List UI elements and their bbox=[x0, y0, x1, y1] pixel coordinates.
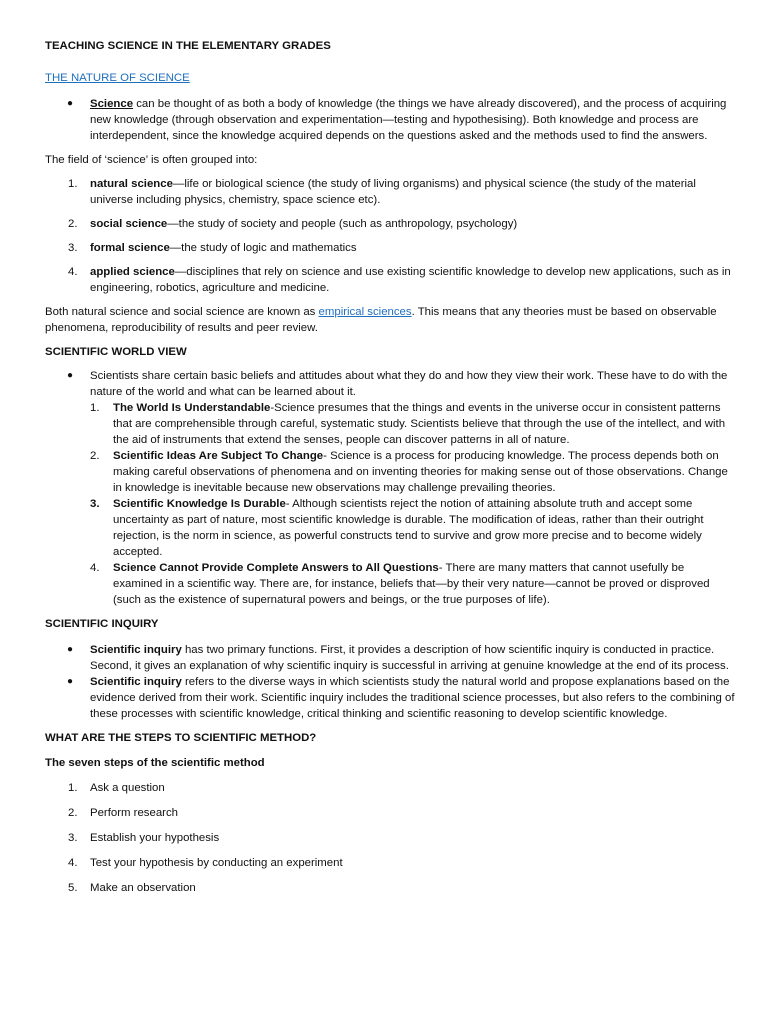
step-text: Test your hypothesis by conducting an experiment bbox=[90, 857, 343, 869]
list-item bbox=[45, 496, 735, 560]
belief-term: Scientific Knowledge Is Durable bbox=[113, 498, 286, 510]
belief-description: - Although scientists reject the notion of attaining absolute truth and accept some uncertainty as part of nature, most scientific knowledge is durable. The modification of ideas, rather than their outright rejection, is the norm in science, as powerful constructs tend to survive and grow more precise and to become widely accepted. bbox=[113, 498, 704, 558]
steps-subheading: The seven steps of the scientific method bbox=[45, 757, 265, 769]
inquiry-term: Scientific inquiry bbox=[90, 644, 182, 656]
science-term: Science bbox=[90, 98, 134, 110]
inquiry-text: refers to the diverse ways in which scientists study the natural world and propose explanations based on the evidence derived from their work. Scientific inquiry includes the traditional science processes, but also refers to the combining of these processes with scientific knowledge, critical thinking and scientific reasoning to develop scientific knowledge. bbox=[90, 676, 735, 720]
belief-term: Science Cannot Provide Complete Answers to All Questions bbox=[113, 562, 439, 574]
list-item bbox=[45, 264, 735, 296]
empirical-text-pre: Both natural science and social science are known as bbox=[45, 306, 319, 318]
belief-term: Scientific Ideas Are Subject To Change bbox=[113, 450, 324, 462]
list-item bbox=[45, 830, 735, 846]
step-text: Establish your hypothesis bbox=[90, 832, 220, 844]
list-item bbox=[45, 855, 735, 871]
field-term: formal science bbox=[90, 242, 170, 254]
field-description: —the study of logic and mathematics bbox=[169, 242, 357, 254]
inquiry-text: has two primary functions. First, it provides a description of how scientific inquiry is conducted in practice. Second, it gives an explanation of why scientific inquiry is successful in arriving at genuine knowledge at the end of its process. bbox=[90, 644, 729, 672]
list-item bbox=[45, 176, 735, 208]
list-item bbox=[45, 240, 735, 256]
fields-intro: The field of ‘science’ is often grouped into: bbox=[45, 154, 258, 166]
empirical-sciences-link[interactable]: empirical sciences bbox=[318, 306, 412, 318]
list-number: 1. bbox=[68, 178, 78, 190]
document-title: TEACHING SCIENCE IN THE ELEMENTARY GRADES bbox=[45, 40, 331, 52]
document-page bbox=[45, 38, 735, 896]
field-term: applied science bbox=[90, 266, 175, 278]
list-number: 2. bbox=[68, 218, 78, 230]
list-number: 4. bbox=[90, 562, 100, 574]
list-number: 2. bbox=[90, 450, 100, 462]
list-item bbox=[45, 96, 735, 144]
list-number: 2. bbox=[68, 807, 78, 819]
bullet-icon: ● bbox=[67, 98, 74, 109]
list-number: 3. bbox=[68, 832, 78, 844]
list-number: 4. bbox=[68, 266, 78, 278]
list-number: 3. bbox=[90, 498, 100, 510]
bullet-icon: ● bbox=[67, 370, 74, 381]
scientific-inquiry-heading: SCIENTIFIC INQUIRY bbox=[45, 618, 159, 630]
list-number: 4. bbox=[68, 857, 78, 869]
inquiry-term: Scientific inquiry bbox=[90, 676, 182, 688]
steps-heading: WHAT ARE THE STEPS TO SCIENTIFIC METHOD? bbox=[45, 732, 317, 744]
science-definition: can be thought of as both a body of knowledge (the things we have already discovered), and the process of acquiring new knowledge (through observation and experimentation—testing and hypothesising). Both knowledge and process are interdependent, since the knowledge acquired depends on the questions asked and the methods used to find the answers. bbox=[90, 98, 727, 142]
list-item bbox=[45, 216, 735, 232]
step-text: Make an observation bbox=[90, 882, 196, 894]
field-description: —the study of society and people (such as anthropology, psychology) bbox=[167, 218, 518, 230]
list-number: 1. bbox=[90, 402, 100, 414]
step-text: Perform research bbox=[90, 807, 178, 819]
nature-of-science-heading[interactable] bbox=[45, 70, 735, 86]
field-description: —life or biological science (the study of living organisms) and physical science (the study of the material universe including physics, chemistry, space science etc). bbox=[90, 178, 696, 206]
field-term: social science bbox=[90, 218, 168, 230]
world-view-heading: SCIENTIFIC WORLD VIEW bbox=[45, 346, 187, 358]
belief-description: - Science is a process for producing knowledge. The process depends both on making careful observations of phenomena and on inventing theories for making sense out of those observations. Change in knowledge is inevitable because new observations may challenge prevailing theories. bbox=[113, 450, 728, 494]
list-number: 1. bbox=[68, 782, 78, 794]
field-term: natural science bbox=[90, 178, 173, 190]
belief-description: - There are many matters that cannot usefully be examined in a scientific way. There are, for instance, beliefs that—by their very nature—cannot be proved or disproved (such as the existence of supernatural powers and beings, or the true purposes of life). bbox=[113, 562, 710, 606]
list-item bbox=[45, 368, 735, 400]
bullet-icon: ● bbox=[67, 676, 74, 687]
belief-description: -Science presumes that the things and events in the universe occur in consistent patterns that are comprehensible through careful, systematic study. Scientists believe that through the use of the intellect, and with the aid of instruments that extend the senses, people can discover patterns in all of nature. bbox=[113, 402, 726, 446]
list-item bbox=[45, 560, 735, 608]
world-view-text: Scientists share certain basic beliefs and attitudes about what they do and how they view their work. These have to do with the nature of the world and what can be learned about it. bbox=[90, 370, 728, 398]
list-number: 3. bbox=[68, 242, 78, 254]
list-item bbox=[45, 780, 735, 796]
list-item bbox=[45, 400, 735, 448]
empirical-paragraph bbox=[45, 304, 735, 336]
nature-of-science-link[interactable]: THE NATURE OF SCIENCE bbox=[45, 72, 190, 84]
field-description: —disciplines that rely on science and use existing scientific knowledge to develop new applications, such as in engineering, robotics, agriculture and medicine. bbox=[90, 266, 731, 294]
list-item bbox=[45, 448, 735, 496]
list-item bbox=[45, 642, 735, 674]
empirical-text-post: . This means that any theories must be based on observable phenomena, reproducibility of results and peer review. bbox=[45, 306, 717, 334]
bullet-icon: ● bbox=[67, 644, 74, 655]
list-item bbox=[45, 880, 735, 896]
list-item bbox=[45, 805, 735, 821]
step-text: Ask a question bbox=[90, 782, 165, 794]
list-item bbox=[45, 674, 735, 722]
list-number: 5. bbox=[68, 882, 78, 894]
belief-term: The World Is Understandable bbox=[113, 402, 271, 414]
